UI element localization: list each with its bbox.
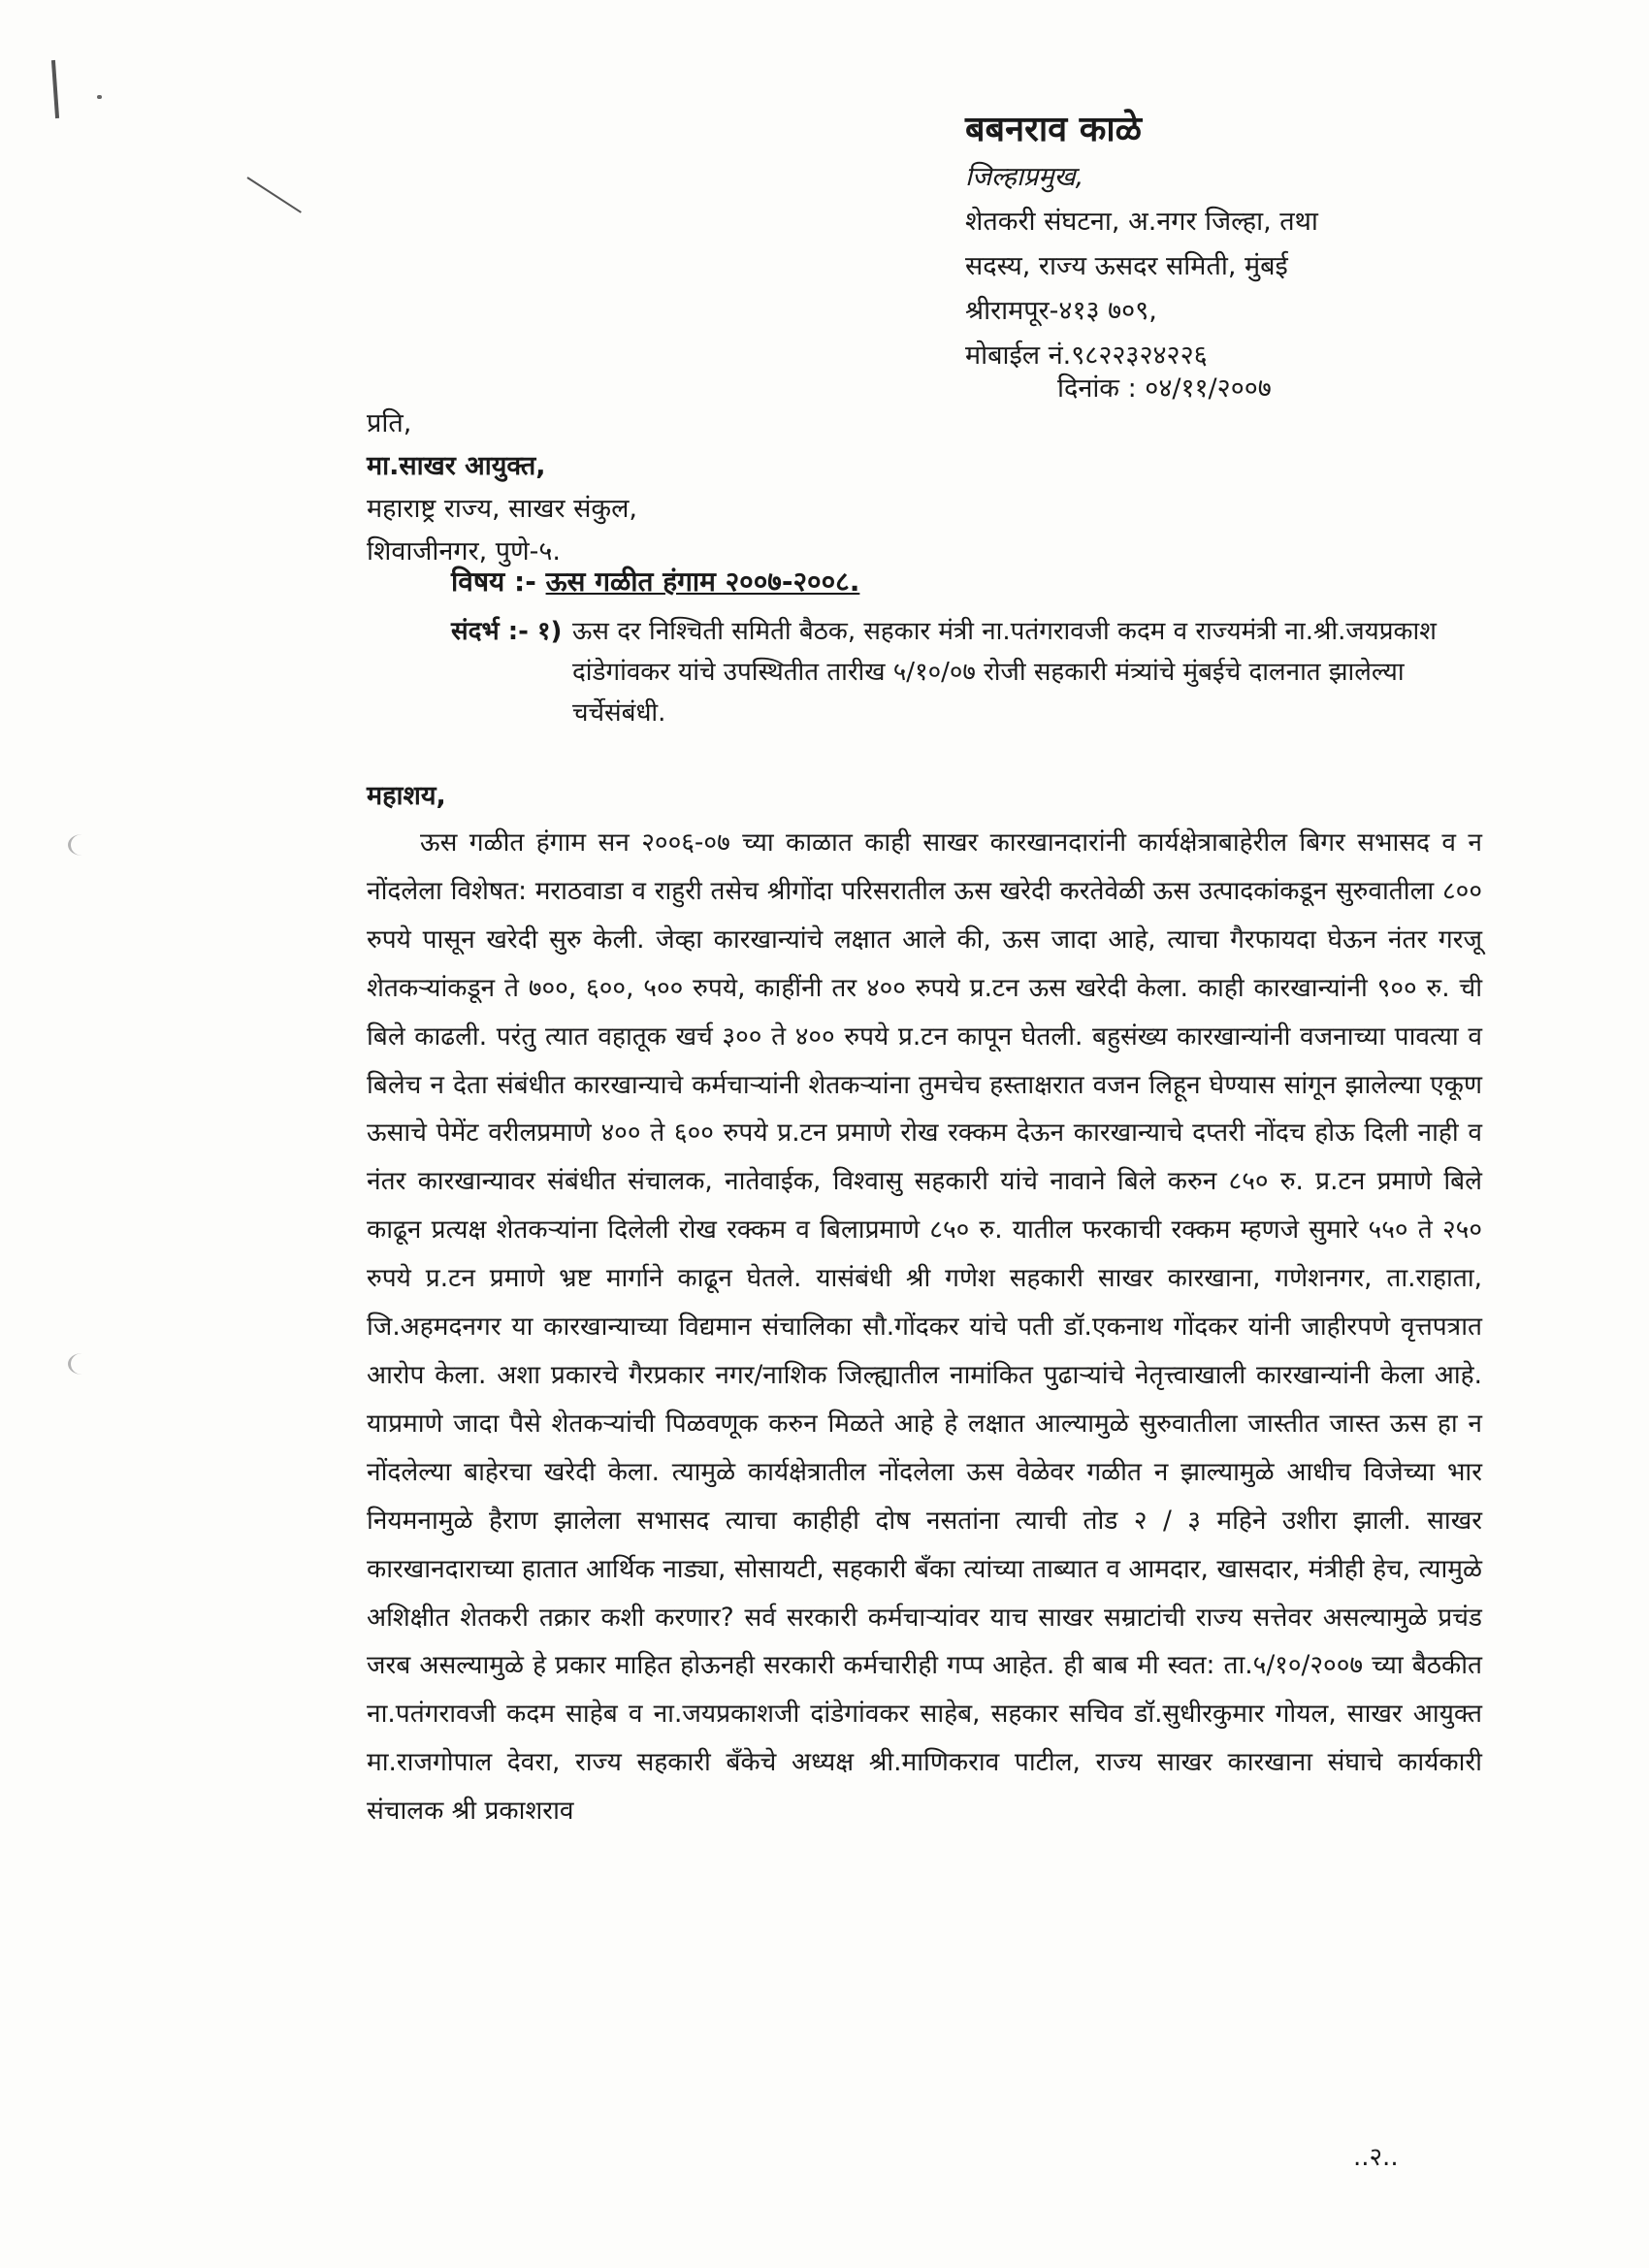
recipient-name: मा.साखर आयुक्त, <box>367 451 546 481</box>
subject-label: विषय :- <box>451 566 536 598</box>
margin-pen-mark <box>51 60 59 118</box>
punch-hole-shadow-top <box>68 834 96 856</box>
salutation: महाशय, <box>367 781 446 811</box>
sender-title: जिल्हाप्रमुख, <box>965 162 1084 192</box>
sender-line: मोबाईल नं.९८२२३२४२२६ <box>965 340 1208 371</box>
sender-line: श्रीरामपूर-४१३ ७०९, <box>965 296 1157 326</box>
recipient-block <box>367 403 1143 573</box>
letter-body: ऊस गळीत हंगाम सन २००६-०७ च्या काळात काही साखर कारखानदारांनी कार्यक्षेत्राबाहेरील बिगर सभासद व न नोंदलेला विशेषत: मराठवाडा व राहुरी तसेच श्रीगोंदा परिसरातील ऊस खरेदी करतेवेळी ऊस उत्पादकांकडून सुरुवातीला ८०० रुपये पासून खरेदी सुरु केली. जेव्हा कारखान्यांचे लक्षात आले की, ऊस जादा आहे, त्याचा गैरफायदा घेऊन नंतर गरजू शेतकऱ्यांकडून ते ७००, ६००, ५०० रुपये, काहींनी तर ४०० रुपये प्र.टन ऊस खरेदी केला. काही कारखान्यांनी ९०० रु. ची बिले काढली. परंतु त्यात वहातूक खर्च ३०० ते ४०० रुपये प्र.टन कापून घेतली. बहुसंख्य कारखान्यांनी वजनाच्या पावत्या व बिलेच न देता संबंधीत कारखान्याचे कर्मचाऱ्यांनी शेतकऱ्यांना तुमचेच हस्ताक्षरात वजन लिहून घेण्यास सांगून झालेल्या एकूण ऊसाचे पेमेंट वरीलप्रमाणे ४०० ते ६०० रुपये प्र.टन प्रमाणे रोख रक्कम देऊन कारखान्याचे दप्तरी नोंदच होऊ दिली नाही व नंतर कारखान्यावर संबंधीत संचालक, नातेवाईक, विश्वासु सहकारी यांचे नावाने बिले करुन ८५० रु. प्र.टन प्रमाणे बिले काढून प्रत्यक्ष शेतकऱ्यांना दिलेली रोख रक्कम व बिलाप्रमाणे ८५० रु. यातील फरकाची रक्कम म्हणजे सुमारे ५५० ते २५० रुपये प्र.टन प्रमाणे भ्रष्ट मार्गाने काढून घेतले. यासंबंधी श्री गणेश सहकारी साखर कारखाना, गणेशनगर, ता.राहाता, जि.अहमदनगर या कारखान्याच्या विद्यमान संचालिका सौ.गोंदकर यांचे पती डॉ.एकनाथ गोंदकर यांनी जाहीरपणे वृत्तपत्रात आरोप केला. अशा प्रकारचे गैरप्रकार नगर/नाशिक जिल्ह्यातील नामांकित पुढाऱ्यांचे नेतृत्त्वाखाली कारखान्यांनी केला आहे. याप्रमाणे जादा पैसे शेतकऱ्यांची पिळवणूक करुन मिळते आहे हे लक्षात आल्यामुळे सुरुवातीला जास्तीत जास्त ऊस हा न नोंदलेल्या बाहेरचा खरेदी केला. त्यामुळे कार्यक्षेत्रातील नोंदलेला ऊस वेळेवर गळीत न झाल्यामुळे आधीच विजेच्या भार नियमनामुळे हैराण झालेला सभासद त्याचा काहीही दोष नसतांना त्याची तोड २ / ३ महिने उशीरा झाली. साखर कारखानदाराच्या हातात आर्थिक नाड्या, सोसायटी, सहकारी बँका त्यांच्या ताब्यात व आमदार, खासदार, मंत्रीही हेच, त्यामुळे अशिक्षीत शेतकरी तक्रार कशी करणार? सर्व सरकारी कर्मचाऱ्यांवर याच साखर सम्राटांची राज्य सत्तेवर असल्यामुळे प्रचंड जरब असल्यामुळे हे प्रकार माहित होऊनही सरकारी कर्मचारीही गप्प आहेत. ही बाब मी स्वत: ता.५/१०/२००७ च्या बैठकीत ना.पतंगरावजी कदम साहेब व ना.जयप्रकाशजी दांडेगांवकर साहेब, सहकार सचिव डॉ.सुधीरकुमार गोयल, साखर आयुक्त मा.राजगोपाल देवरा, राज्य सहकारी बँकेचे अध्यक्ष श्री.माणिकराव पाटील, राज्य साखर कारखाना संघाचे कार्यकारी संचालक श्री प्रकाशराव <box>367 828 1482 1827</box>
sender-line: सदस्य, राज्य ऊसदर समिती, मुंबई <box>965 251 1288 281</box>
sender-line: शेतकरी संघटना, अ.नगर जिल्हा, तथा <box>965 207 1318 237</box>
recipient-prefix: प्रति, <box>367 408 412 438</box>
subject-text: ऊस गळीत हंगाम २००७-२००८. <box>545 566 860 598</box>
letter-date: दिनांक : ०४/११/२००७ <box>1057 373 1272 404</box>
reference-label: संदर्भ :- १) <box>451 617 563 646</box>
margin-dot-mark <box>97 95 102 99</box>
subject-line <box>451 563 859 599</box>
sender-name: बबनराव काळे <box>965 110 1143 149</box>
page-number: ..२.. <box>1353 2143 1399 2172</box>
reference-text: ऊस दर निश्चिती समिती बैठक, सहकार मंत्री ना.पतंगरावजी कदम व राज्यमंत्री ना.श्री.जयप्रकाश दांडेगांवकर यांचे उपस्थितीत तारीख ५/१०/०७ रोजी सहकारी मंत्र्यांचे मुंबईचे दालनात झालेल्या चर्चेसंबंधी. <box>572 617 1437 728</box>
recipient-line: महाराष्ट्र राज्य, साखर संकुल, <box>367 494 638 524</box>
margin-stroke-mark <box>246 177 301 213</box>
recipient-line: शिवाजीनगर, पुणे-५. <box>367 536 562 567</box>
punch-hole-shadow-bottom <box>68 1353 96 1375</box>
reference-block <box>451 611 1499 733</box>
sender-block <box>965 105 1567 378</box>
